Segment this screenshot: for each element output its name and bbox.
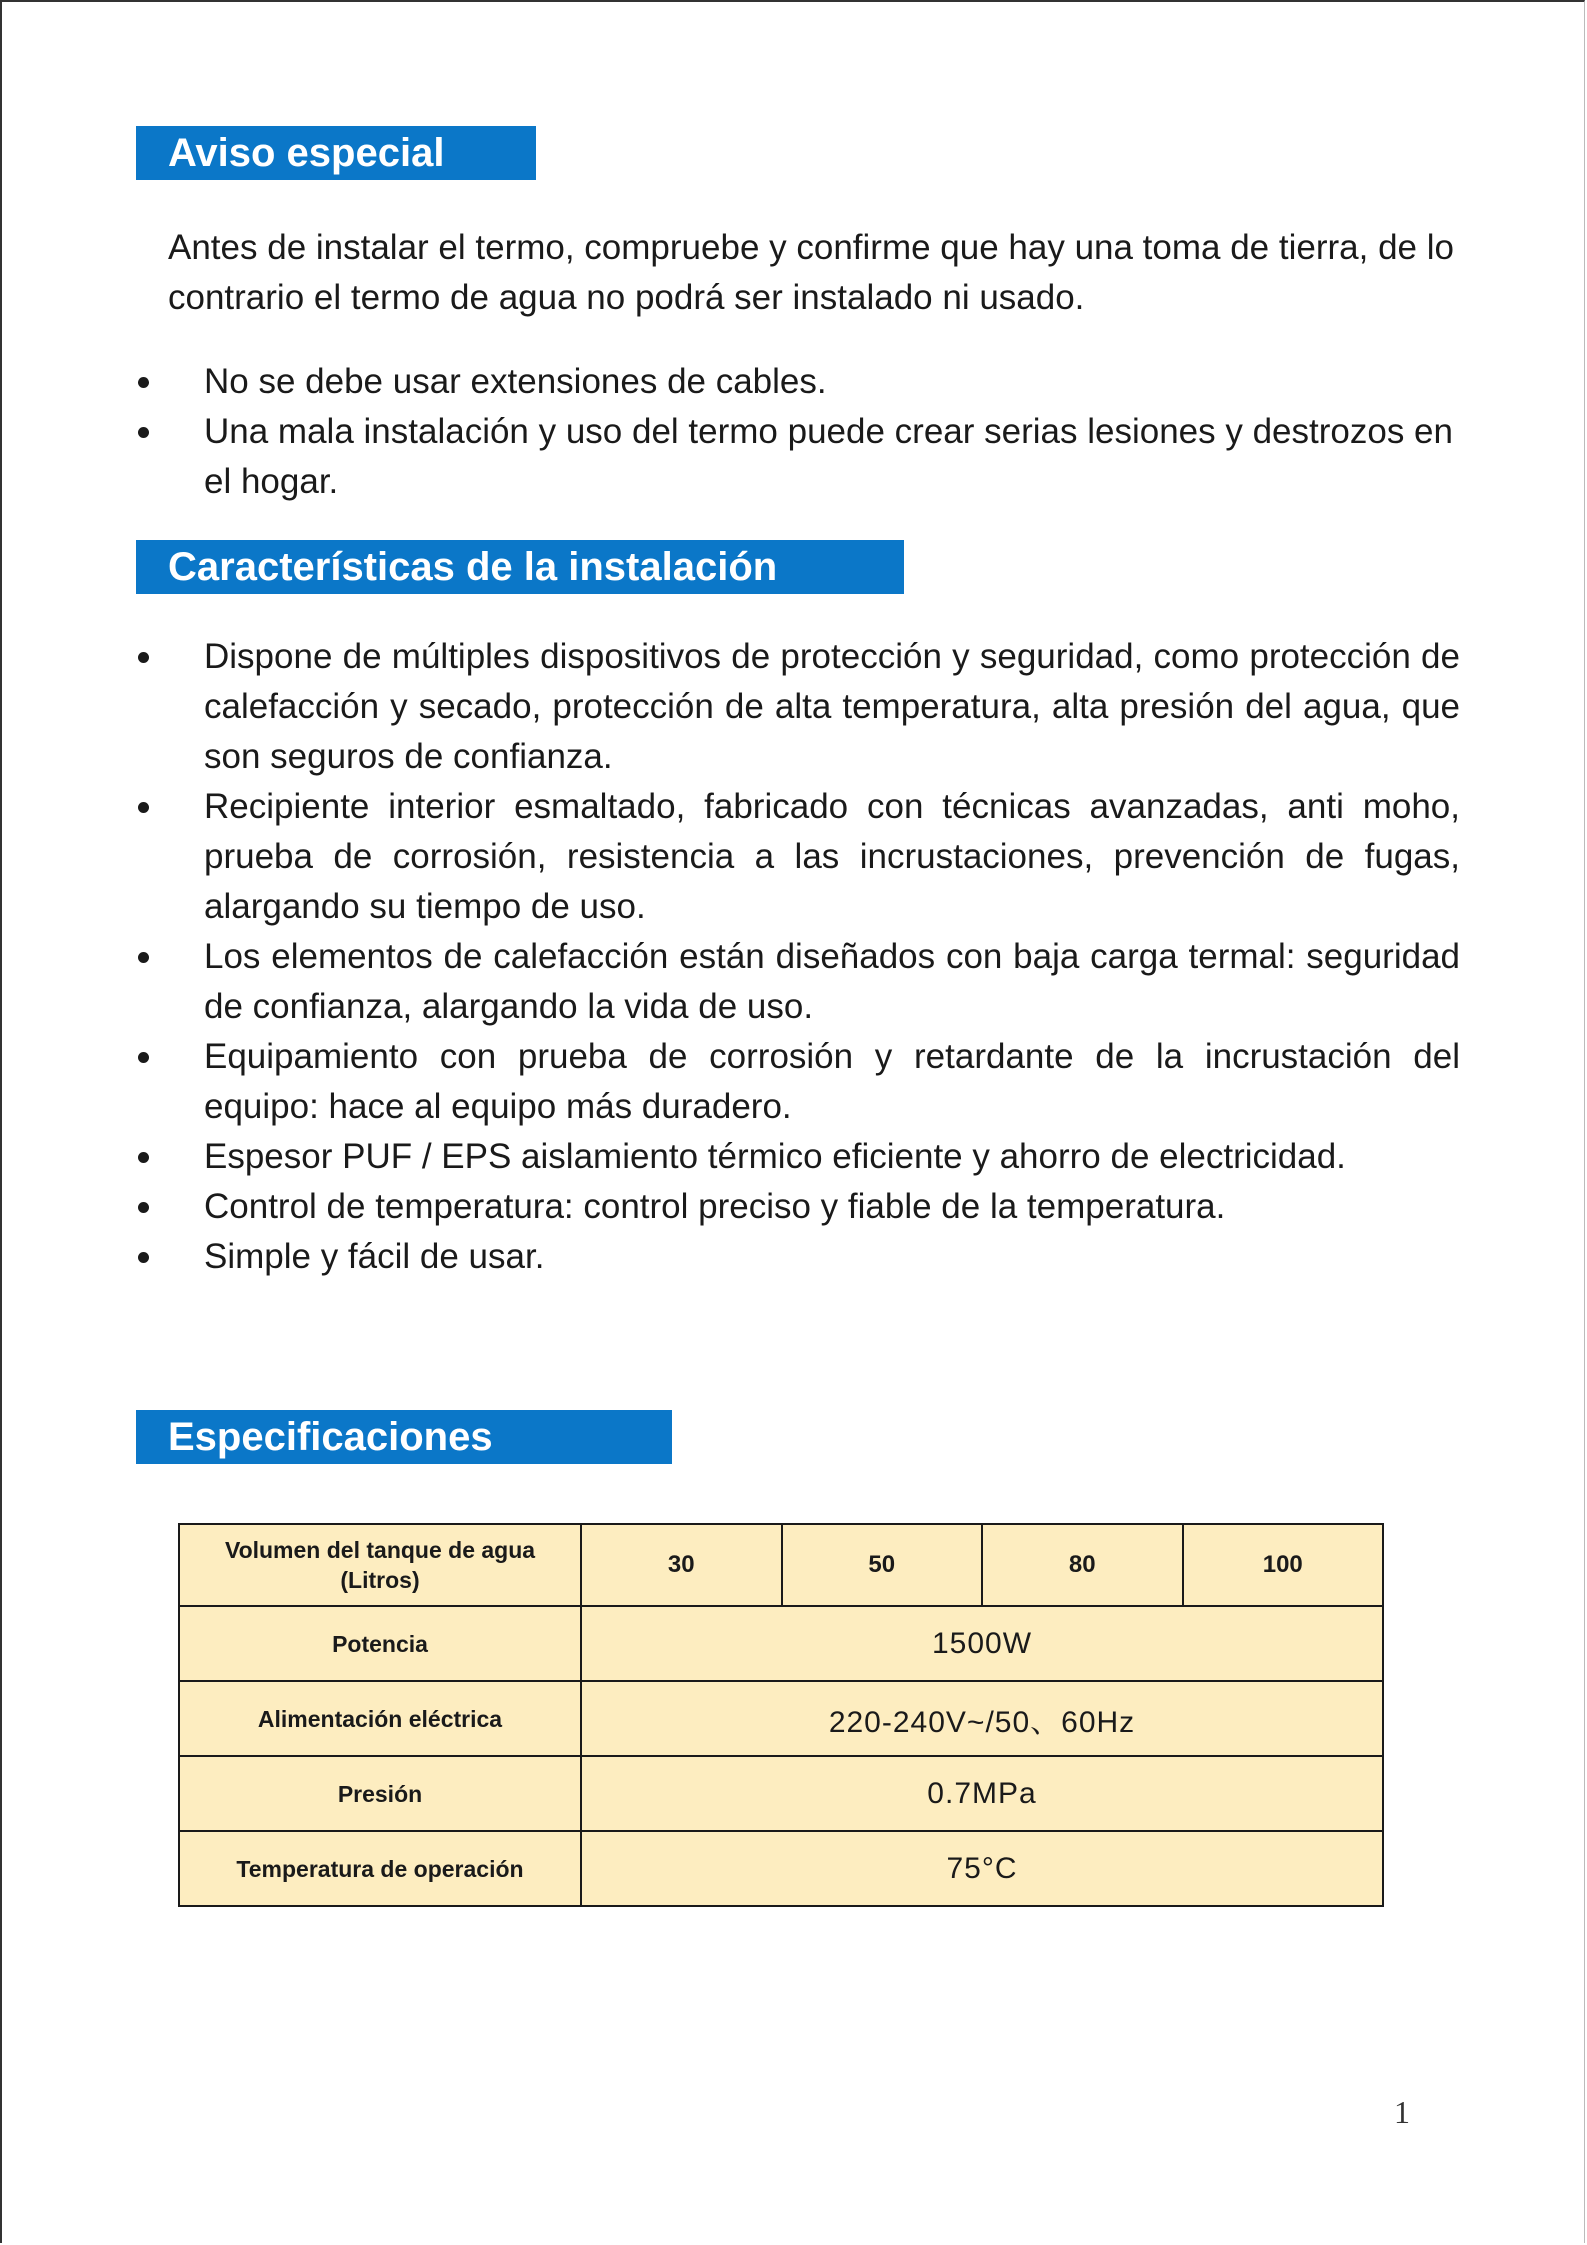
row-label: Potencia — [179, 1606, 581, 1681]
list-item: Los elementos de calefacción están diseñados con baja carga termal: seguridad de confianza, alargando la vida de uso. — [0, 932, 1500, 1032]
intro-paragraph: Antes de instalar el termo, compruebe y confirme que hay una toma de tierra, de lo contrario el termo de agua no podrá ser instalado ni usado. — [168, 228, 1454, 317]
list-item: Dispone de múltiples dispositivos de protección y seguridad, como protección de calefacción y secado, protección de alta temperatura, alta presión del agua, que son seguros de confianza. — [0, 632, 1500, 782]
row-value: 75°C — [581, 1831, 1383, 1906]
list-item: Simple y fácil de usar. — [0, 1232, 1500, 1282]
row-label: Presión — [179, 1756, 581, 1831]
specifications-table — [178, 1523, 1384, 1907]
volume-50-cell: 50 — [782, 1524, 983, 1606]
list-item: Espesor PUF / EPS aislamiento térmico eficiente y ahorro de electricidad. — [0, 1132, 1500, 1182]
list-item: Recipiente interior esmaltado, fabricado con técnicas avanzadas, anti moho, prueba de corrosión, resistencia a las incrustaciones, prevención de fugas, alargando su tiempo de uso. — [0, 782, 1500, 932]
table-row — [179, 1524, 1383, 1606]
heading-caracteristicas: Características de la instalación — [136, 540, 904, 594]
caracteristicas-bullet-list — [0, 632, 1500, 1282]
volume-label: Volumen del tanque de agua — [224, 1537, 536, 1563]
volume-30-cell: 30 — [581, 1524, 782, 1606]
volume-unit: (Litros) — [340, 1567, 420, 1593]
row-value: 1500W — [581, 1606, 1383, 1681]
table-row — [179, 1681, 1383, 1756]
row-value: 220-240V~/50、60Hz — [581, 1681, 1383, 1756]
list-item: No se debe usar extensiones de cables. — [0, 357, 1500, 407]
list-item: Una mala instalación y uso del termo puede crear serias lesiones y destrozos en el hogar. — [0, 407, 1500, 507]
row-label: Alimentación eléctrica — [179, 1681, 581, 1756]
table-row — [179, 1756, 1383, 1831]
heading-especificaciones: Especificaciones — [136, 1410, 672, 1464]
row-label: Temperatura de operación — [179, 1831, 581, 1906]
volume-100-cell: 100 — [1183, 1524, 1384, 1606]
heading-aviso-especial: Aviso especial — [136, 126, 536, 180]
volume-label-cell — [179, 1524, 581, 1606]
list-item: Equipamiento con prueba de corrosión y retardante de la incrustación del equipo: hace al equipo más duradero. — [0, 1032, 1500, 1132]
aviso-bullet-list — [0, 357, 1500, 507]
row-value: 0.7MPa — [581, 1756, 1383, 1831]
list-item: Control de temperatura: control preciso y fiable de la temperatura. — [0, 1182, 1500, 1232]
table-row — [179, 1831, 1383, 1906]
page-number: 1 — [1394, 2094, 1410, 2130]
table-row — [179, 1606, 1383, 1681]
volume-80-cell: 80 — [982, 1524, 1183, 1606]
